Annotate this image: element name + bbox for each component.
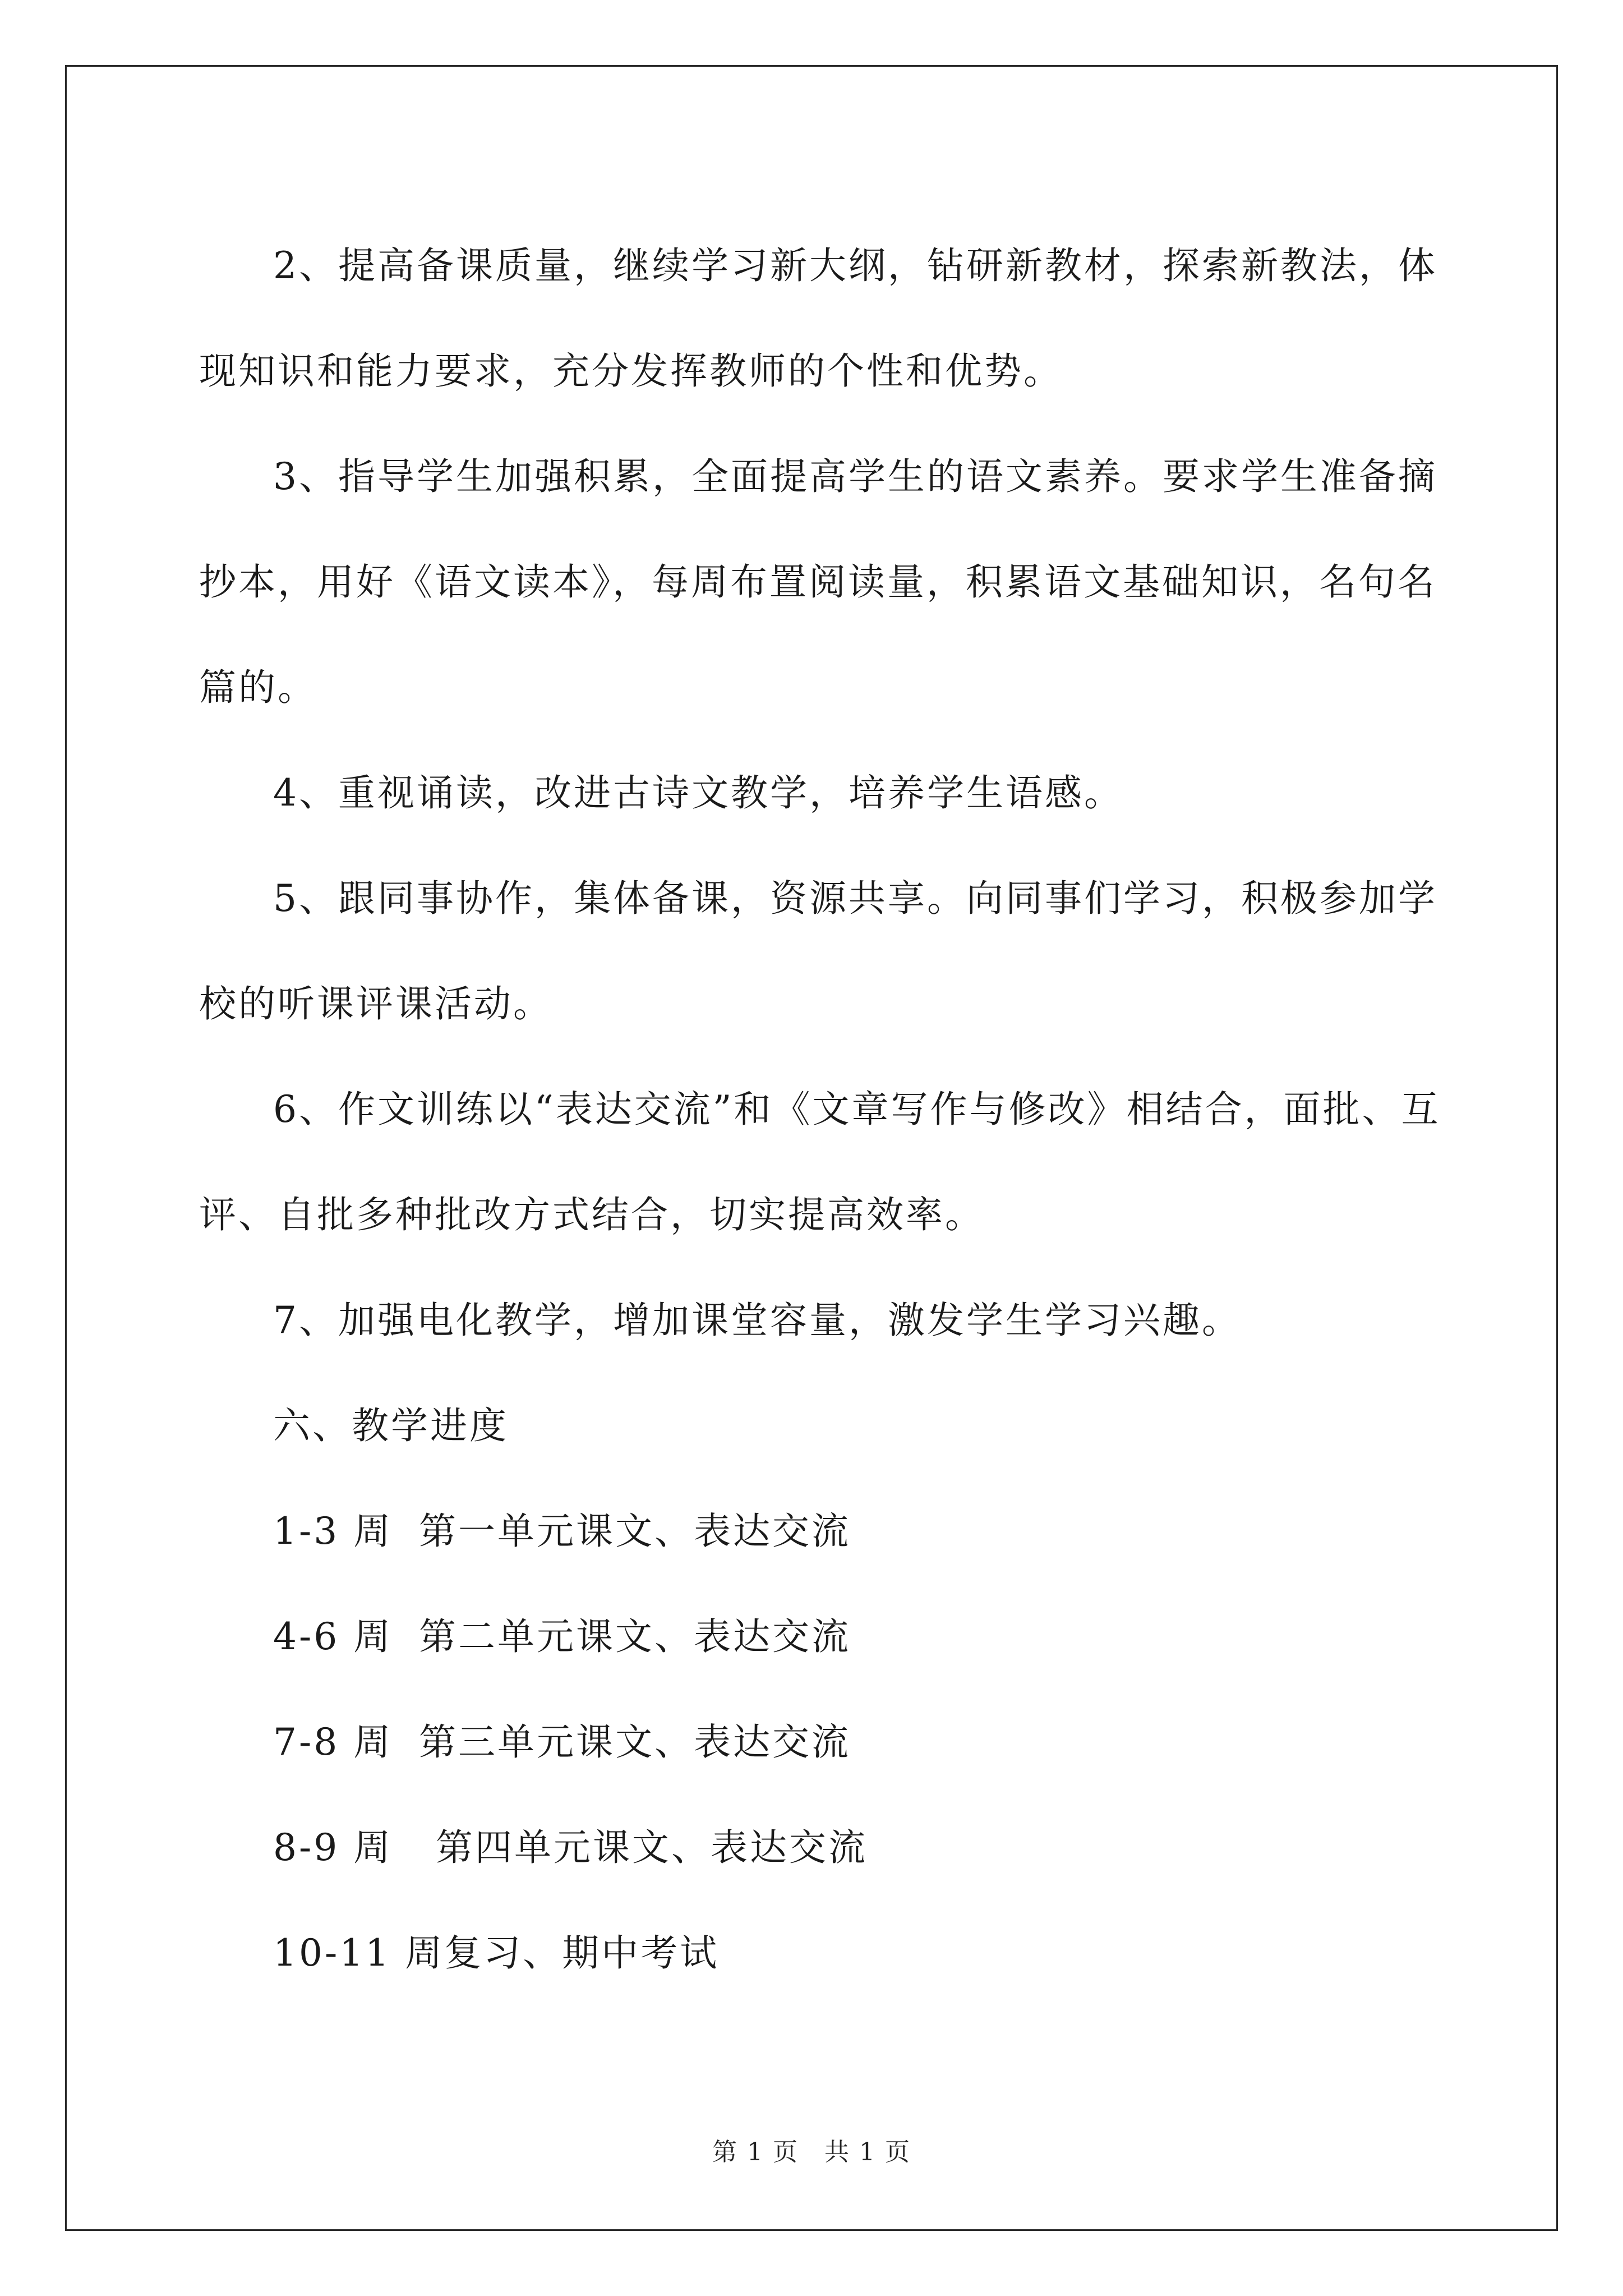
schedule-week: 1-3 周 (273, 1510, 393, 1553)
schedule-week: 4-6 周 (273, 1615, 393, 1658)
schedule-row (199, 1584, 1450, 1690)
schedule-week: 7-8 周 (273, 1720, 393, 1764)
schedule-row (199, 1690, 1450, 1795)
schedule-content: 第一单元课文、表达交流 (419, 1510, 851, 1553)
schedule-week: 8-9 周 (273, 1826, 393, 1869)
paragraph-item-3: 3、指导学生加强积累，全面提高学生的语文素养。要求学生准备摘抄本，用好《语文读本》，每周布置阅读量，积累语文基础知识，名句名篇的。 (199, 455, 1437, 709)
schedule-content: 第三单元课文、表达交流 (419, 1720, 851, 1764)
paragraph-item-6: 6、作文训练以“表达交流”和《文章写作与修改》相结合，面批、互评、自批多种批改方式结合，切实提高效率。 (199, 1088, 1441, 1236)
paragraph-item-7: 7、加强电化教学，增加课堂容量，激发学生学习兴趣。 (273, 1299, 1241, 1342)
document-body (199, 213, 1450, 2006)
schedule-content: 复习、期中考试 (444, 1931, 720, 1975)
schedule-week: 10-11 周 (273, 1931, 445, 1975)
paragraph-item-4: 4、重视诵读，改进古诗文教学，培养学生语感。 (273, 771, 1123, 815)
schedule-row (199, 1479, 1450, 1584)
schedule-row (199, 1795, 1450, 1901)
schedule-content: 第四单元课文、表达交流 (436, 1826, 868, 1869)
paragraph-item-2: 2、提高备课质量，继续学习新大纲，钻研新教材，探索新教法，体现知识和能力要求，充分发挥教师的个性和优势。 (199, 244, 1437, 393)
paragraph-item-5: 5、跟同事协作，集体备课，资源共享。向同事们学习，积极参加学校的听课评课活动。 (199, 877, 1437, 1025)
schedule-row (199, 1901, 1450, 2006)
section-heading: 六、教学进度 (273, 1404, 509, 1447)
page-footer: 第 1 页 共 1 页 (712, 2138, 911, 2166)
schedule-content: 第二单元课文、表达交流 (419, 1615, 851, 1658)
